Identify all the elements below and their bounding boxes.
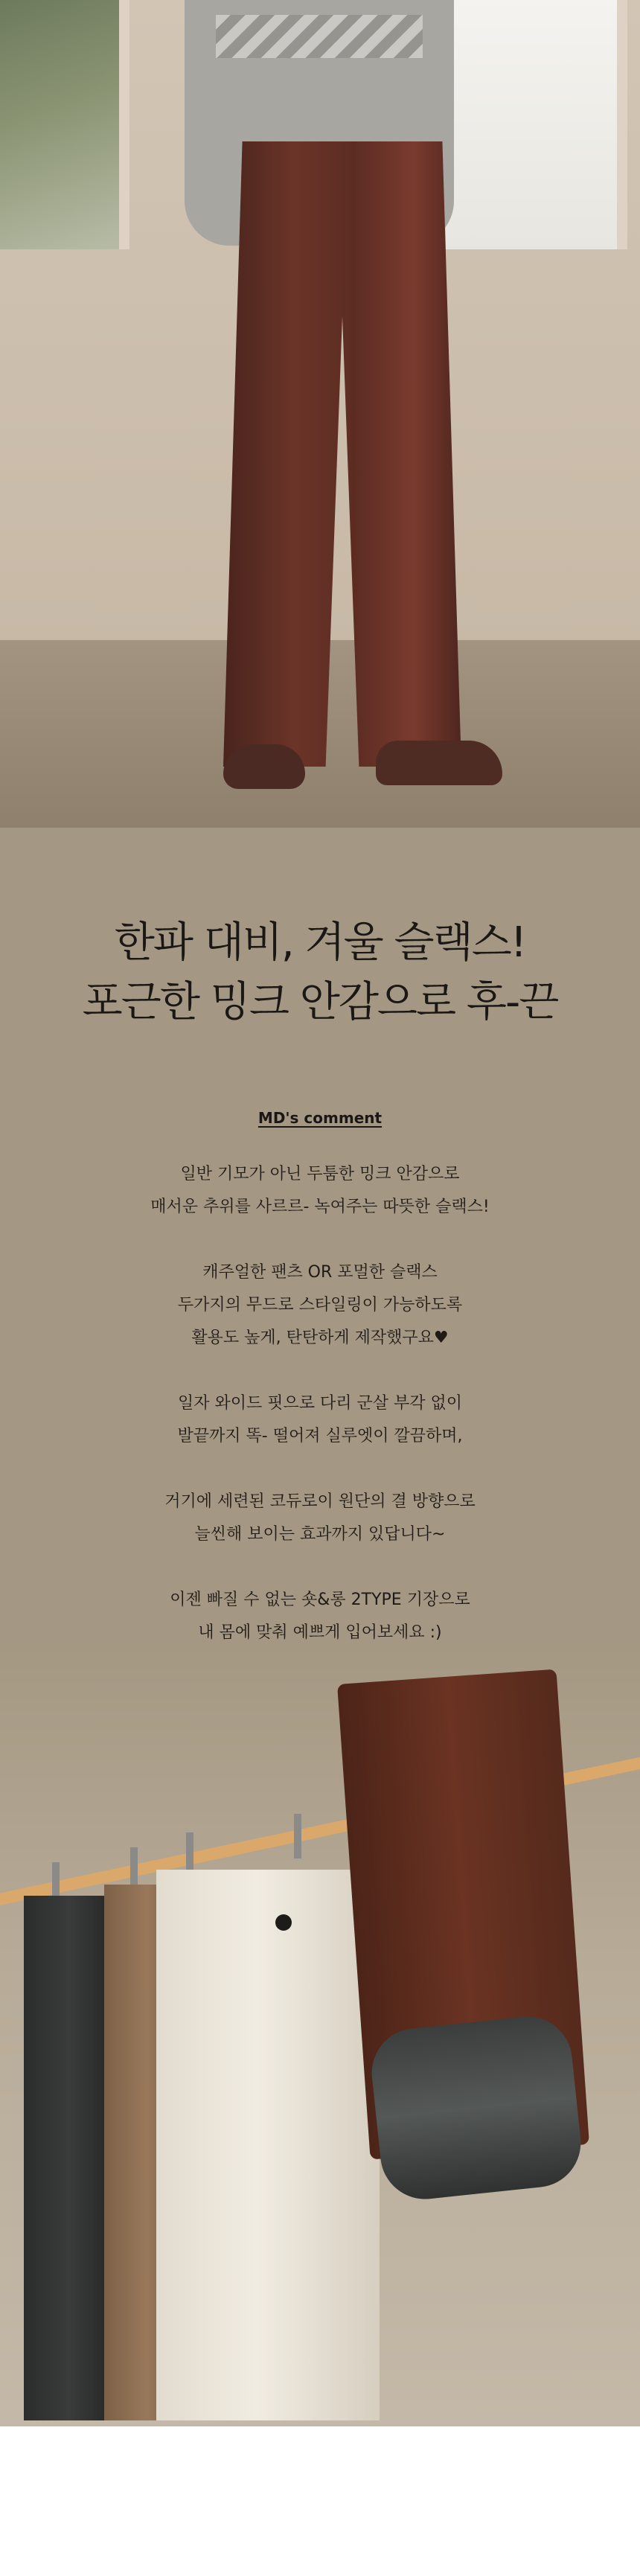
- md-line: 두가지의 무드로 스타일링이 가능하도록: [177, 1296, 463, 1314]
- md-paragraph-1: [0, 1158, 640, 1224]
- pants-rack-photo: [0, 1646, 640, 2426]
- headline: [0, 913, 640, 1032]
- mink-lining-cuff: [368, 2013, 586, 2204]
- md-line: 활용도 높게, 탄탄하게 제작했구요♥: [191, 1329, 449, 1347]
- window-left: [0, 0, 129, 249]
- md-line: 이젠 빠질 수 없는 숏&롱 2TYPE 기장으로: [170, 1591, 470, 1609]
- md-paragraph-3: [0, 1387, 640, 1453]
- hero-model-photo: [0, 0, 640, 828]
- sweater-pattern: [216, 15, 423, 58]
- window-right: [435, 0, 627, 249]
- md-paragraph-4: [0, 1486, 640, 1551]
- md-line: 거기에 세련된 코듀로이 원단의 결 방향으로: [164, 1492, 476, 1511]
- product-description-section: [0, 828, 640, 1646]
- md-line: 캐주얼한 팬츠 OR 포멀한 슬랙스: [202, 1263, 438, 1282]
- md-line: 발끝까지 똑- 떨어져 실루엣이 깔끔하며,: [177, 1427, 463, 1445]
- left-shoe: [223, 744, 305, 789]
- black-slacks: [24, 1896, 113, 2420]
- waist-button: [275, 1914, 292, 1931]
- md-paragraph-5: [0, 1584, 640, 1649]
- md-comment-body: [0, 1158, 640, 1682]
- headline-line-1: 한파 대비, 겨울 슬랙스!: [114, 918, 526, 967]
- right-shoe: [376, 741, 502, 785]
- md-line: 일반 기모가 아닌 두툼한 밍크 안감으로: [180, 1165, 460, 1183]
- bottom-spacer: [0, 2426, 640, 2576]
- md-paragraph-2: [0, 1256, 640, 1355]
- ivory-slacks: [156, 1870, 380, 2420]
- hanger-clip: [294, 1814, 301, 1859]
- headline-line-2: 포근한 밍크 안감으로 후-끈: [82, 978, 558, 1026]
- md-line: 매서운 추위를 사르르- 녹여주는 따뜻한 슬랙스!: [150, 1198, 490, 1216]
- md-line: 일자 와이드 핏으로 다리 군살 부각 없이: [178, 1394, 462, 1413]
- md-comment-title: MD's comment: [257, 1109, 383, 1127]
- md-line: 늘씬해 보이는 효과까지 있답니다~: [194, 1525, 446, 1544]
- md-line: 내 몸에 맞춰 예쁘게 입어보세요 :): [198, 1623, 442, 1642]
